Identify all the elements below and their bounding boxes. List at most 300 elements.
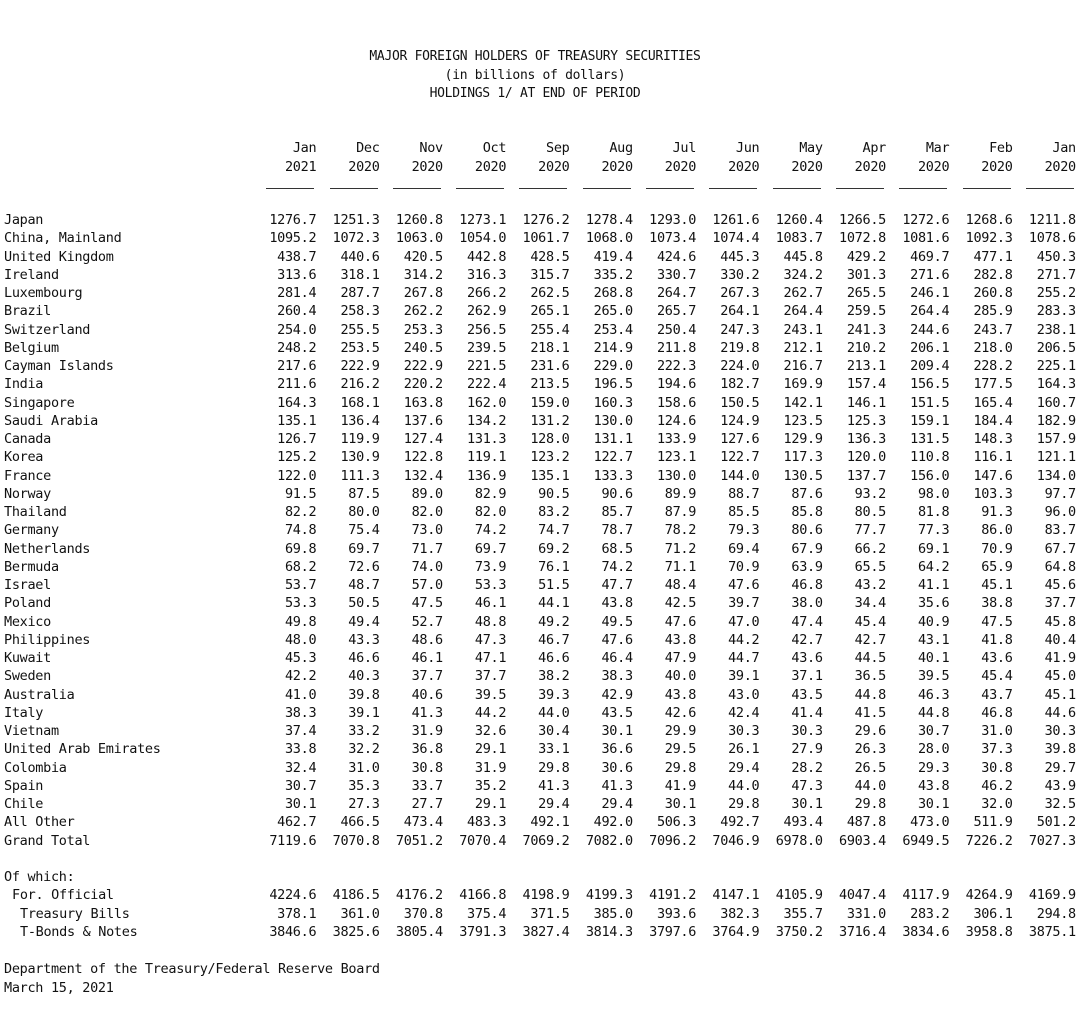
table-row: [0, 521, 1080, 539]
cell-value: 47.6: [664, 613, 697, 630]
column-header: [696, 139, 759, 189]
cell-value: 29.9: [664, 723, 697, 739]
cell-value: 38.3: [284, 704, 317, 721]
cell-value: 39.8: [1044, 741, 1076, 758]
cell-value: 30.1: [917, 796, 950, 812]
cell-value: 48.7: [348, 577, 380, 593]
row-label: United Arab Emirates: [4, 741, 161, 758]
cell-value: 1273.1: [459, 212, 507, 228]
cell-value: 41.0: [284, 686, 317, 703]
cell-value: 7119.6: [269, 832, 317, 849]
cell-value: 43.0: [728, 686, 760, 703]
cell-value: 355.7: [783, 905, 823, 922]
cell-value: 41.9: [664, 777, 697, 794]
cell-value: 129.9: [783, 431, 823, 447]
cell-value: 65.9: [981, 558, 1013, 575]
cell-value: 47.5: [981, 613, 1013, 630]
cell-value: 6978.0: [775, 832, 823, 849]
row-label: Switzerland: [4, 321, 91, 338]
cell-value: 222.9: [340, 358, 380, 374]
cell-value: 477.1: [973, 248, 1013, 265]
cell-value: 256.5: [467, 321, 507, 338]
cell-value: 74.2: [474, 522, 507, 539]
column-header-year: 2020: [538, 158, 570, 175]
cell-value: 31.0: [348, 759, 380, 776]
cell-value: 49.2: [538, 613, 570, 630]
cell-value: 264.4: [783, 303, 823, 320]
table-row: [0, 467, 1080, 485]
cell-value: 116.1: [973, 449, 1013, 466]
cell-value: 262.7: [783, 285, 823, 301]
cell-value: 151.5: [910, 394, 950, 411]
cell-value: 4224.6: [269, 887, 317, 904]
cell-value: 4198.9: [522, 887, 570, 904]
cell-value: 29.8: [664, 759, 697, 776]
column-header-underline: [393, 188, 441, 189]
cell-value: 26.3: [854, 741, 886, 758]
table-row: [0, 777, 1080, 795]
cell-value: 1083.7: [775, 230, 823, 247]
cell-value: 3825.6: [332, 923, 380, 940]
cell-value: 71.7: [411, 540, 443, 557]
cell-value: 44.8: [917, 704, 950, 721]
cell-value: 49.5: [601, 613, 633, 630]
table-row: [0, 558, 1080, 576]
cell-value: 147.6: [973, 467, 1013, 484]
cell-value: 385.0: [593, 905, 633, 922]
cell-value: 1068.0: [585, 230, 633, 247]
table-row: [0, 503, 1080, 521]
cell-value: 314.2: [403, 266, 443, 283]
cell-value: 41.8: [981, 631, 1013, 648]
cell-value: 40.6: [411, 686, 443, 703]
cell-value: 130.5: [783, 467, 823, 484]
cell-value: 63.9: [791, 558, 823, 575]
row-label: Bermuda: [4, 558, 59, 575]
cell-value: 46.2: [981, 777, 1013, 794]
cell-value: 136.4: [340, 412, 380, 429]
cell-value: 43.5: [601, 704, 633, 721]
cell-value: 73.9: [474, 558, 507, 575]
cell-value: 37.4: [284, 723, 317, 739]
of-which-label: Of which:: [4, 869, 75, 885]
cell-value: 1261.6: [712, 212, 760, 228]
row-label: United Kingdom: [4, 248, 114, 265]
column-header-underline: [456, 188, 504, 189]
cell-value: 79.3: [728, 522, 760, 539]
cell-value: 39.7: [728, 595, 760, 612]
cell-value: 1260.8: [395, 212, 443, 228]
cell-value: 32.6: [474, 723, 507, 739]
cell-value: 41.3: [601, 777, 633, 794]
column-header-month: Jan: [1052, 140, 1076, 156]
cell-value: 43.9: [1044, 777, 1076, 794]
cell-value: 83.7: [1044, 522, 1076, 539]
cell-value: 1073.4: [649, 230, 697, 247]
cell-value: 247.3: [720, 321, 760, 338]
cell-value: 164.3: [1036, 376, 1076, 393]
column-header: [759, 139, 822, 189]
cell-value: 29.5: [664, 741, 697, 758]
cell-value: 1260.4: [775, 212, 823, 228]
cell-value: 1276.2: [522, 212, 570, 228]
cell-value: 30.1: [664, 796, 697, 812]
cell-value: 168.1: [340, 394, 380, 411]
cell-value: 29.7: [1044, 759, 1076, 776]
cell-value: 1266.5: [839, 212, 886, 228]
cell-value: 131.1: [593, 431, 633, 447]
cell-value: 134.0: [1036, 467, 1076, 484]
cell-value: 29.6: [854, 723, 886, 739]
cell-value: 228.2: [973, 358, 1013, 374]
cell-value: 268.8: [593, 285, 633, 301]
cell-value: 49.4: [348, 613, 380, 630]
cell-value: 214.9: [593, 339, 633, 356]
column-header-underline: [836, 188, 884, 189]
table-row: [0, 759, 1080, 777]
cell-value: 36.6: [601, 741, 633, 758]
cell-value: 46.8: [981, 704, 1013, 721]
cell-value: 3827.4: [522, 923, 570, 940]
cell-value: 255.5: [340, 321, 380, 338]
cell-value: 31.0: [981, 723, 1013, 739]
column-header-month: Jun: [735, 140, 760, 156]
cell-value: 33.8: [284, 741, 317, 758]
cell-value: 265.0: [593, 303, 633, 320]
cell-value: 86.0: [981, 522, 1013, 539]
cell-value: 57.0: [411, 577, 443, 593]
column-header: [570, 139, 633, 189]
cell-value: 253.5: [340, 339, 380, 356]
cell-value: 127.4: [403, 431, 443, 447]
cell-value: 265.5: [846, 285, 886, 301]
column-header-underline: [266, 188, 314, 189]
cell-value: 103.3: [973, 485, 1013, 502]
cell-value: 37.7: [1044, 595, 1076, 612]
cell-value: 87.6: [791, 485, 823, 502]
cell-value: 29.4: [538, 796, 570, 812]
cell-value: 133.3: [593, 467, 633, 484]
column-header: [506, 139, 569, 189]
cell-value: 126.7: [277, 431, 317, 447]
report-subtitle-holdings: HOLDINGS 1/ AT END OF PERIOD: [429, 86, 641, 101]
cell-value: 52.7: [411, 613, 443, 630]
table-row: [0, 284, 1080, 302]
cell-value: 315.7: [530, 266, 570, 283]
cell-value: 33.1: [538, 741, 570, 758]
cell-value: 45.4: [981, 668, 1013, 685]
cell-value: 128.0: [530, 431, 570, 447]
cell-value: 271.6: [910, 266, 950, 283]
cell-value: 26.5: [854, 759, 886, 776]
cell-value: 4105.9: [775, 887, 823, 904]
cell-value: 3958.8: [965, 923, 1013, 940]
cell-value: 1095.2: [269, 230, 317, 247]
table-row: [0, 394, 1080, 412]
cell-value: 39.1: [348, 704, 380, 721]
row-label: China, Mainland: [4, 230, 122, 247]
row-label: India: [4, 376, 44, 393]
cell-value: 87.5: [348, 485, 380, 502]
cell-value: 40.4: [1044, 631, 1076, 648]
cell-value: 134.2: [467, 412, 507, 429]
cell-value: 37.3: [981, 741, 1013, 758]
cell-value: 3764.9: [712, 923, 760, 940]
cell-value: 119.9: [340, 431, 380, 447]
cell-value: 42.4: [728, 704, 760, 721]
cell-value: 144.0: [720, 467, 760, 484]
cell-value: 501.2: [1036, 814, 1076, 831]
cell-value: 29.8: [538, 759, 570, 776]
cell-value: 1074.4: [712, 230, 760, 247]
cell-value: 41.5: [854, 704, 886, 721]
cell-value: 65.5: [854, 558, 886, 575]
column-header: [949, 139, 1012, 189]
cell-value: 492.0: [593, 814, 633, 831]
cell-value: 89.0: [411, 485, 443, 502]
cell-value: 157.9: [1036, 431, 1076, 447]
column-header-year: 2020: [791, 158, 823, 175]
cell-value: 267.3: [720, 285, 760, 301]
cell-value: 30.4: [538, 723, 570, 739]
cell-value: 64.2: [917, 558, 950, 575]
cell-value: 330.2: [720, 266, 760, 283]
cell-value: 265.1: [530, 303, 570, 320]
column-header-underline: [899, 188, 947, 189]
column-header-month: Feb: [989, 140, 1013, 156]
column-header-underline: [1026, 188, 1074, 189]
cell-value: 80.0: [348, 504, 380, 520]
cell-value: 38.3: [601, 668, 633, 685]
cell-value: 7027.3: [1028, 832, 1076, 849]
cell-value: 85.8: [791, 504, 823, 520]
cell-value: 81.8: [917, 504, 950, 520]
cell-value: 82.2: [284, 504, 317, 520]
cell-value: 47.9: [664, 650, 697, 666]
cell-value: 1251.3: [332, 212, 380, 228]
column-header-underline: [963, 188, 1011, 189]
cell-value: 44.2: [474, 704, 507, 721]
footer: [4, 960, 380, 997]
cell-value: 45.1: [981, 577, 1013, 593]
row-label: Norway: [4, 485, 51, 502]
cell-value: 150.5: [720, 394, 760, 411]
cell-value: 30.8: [981, 759, 1013, 776]
table-row: [0, 448, 1080, 466]
cell-value: 43.6: [791, 650, 823, 666]
cell-value: 132.4: [403, 467, 443, 484]
cell-value: 3791.3: [459, 923, 507, 940]
spacer: [0, 850, 1080, 868]
cell-value: 3846.6: [269, 923, 317, 940]
cell-value: 45.8: [1044, 613, 1076, 630]
cell-value: 37.1: [791, 668, 823, 685]
column-header-month: Apr: [862, 140, 886, 156]
row-label: Spain: [4, 777, 44, 794]
cell-value: 393.6: [656, 905, 697, 922]
cell-value: 43.3: [348, 631, 380, 648]
column-header-year: 2020: [411, 158, 443, 175]
cell-value: 253.3: [403, 321, 443, 338]
cell-value: 483.3: [467, 814, 507, 831]
cell-value: 30.1: [791, 796, 823, 812]
cell-value: 36.8: [411, 741, 443, 758]
cell-value: 111.3: [340, 467, 380, 484]
table-row: [0, 594, 1080, 612]
column-header-month: Oct: [482, 140, 507, 156]
cell-value: 4186.5: [332, 887, 380, 904]
cell-value: 1272.6: [902, 212, 950, 228]
column-header-underline: [646, 188, 694, 189]
cell-value: 445.8: [783, 248, 823, 265]
cell-value: 219.8: [720, 339, 760, 356]
cell-value: 45.1: [1044, 686, 1076, 703]
cell-value: 157.4: [846, 376, 886, 393]
cell-value: 98.0: [917, 485, 950, 502]
cell-value: 169.9: [783, 376, 823, 393]
cell-value: 287.7: [340, 285, 380, 301]
cell-value: 271.7: [1036, 266, 1076, 283]
cell-value: 382.3: [720, 905, 760, 922]
cell-value: 142.1: [783, 394, 823, 411]
cell-value: 428.5: [530, 248, 570, 265]
table-row: [0, 631, 1080, 649]
cell-value: 42.5: [664, 595, 697, 612]
column-header-month: May: [799, 140, 823, 156]
report-title-block: [0, 48, 1070, 104]
cell-value: 246.1: [910, 285, 950, 301]
table-row: [0, 430, 1080, 448]
cell-value: 7069.2: [522, 832, 570, 849]
cell-value: 206.5: [1036, 339, 1076, 356]
column-header-year: 2020: [917, 158, 950, 175]
cell-value: 44.5: [854, 650, 886, 666]
row-label: Colombia: [4, 759, 67, 776]
cell-value: 6903.4: [839, 832, 886, 849]
cell-value: 283.3: [1036, 303, 1076, 320]
cell-value: 110.8: [910, 449, 950, 466]
row-label: Vietnam: [4, 723, 59, 739]
cell-value: 96.0: [1044, 504, 1076, 520]
cell-value: 91.5: [284, 485, 317, 502]
row-label: T-Bonds & Notes: [20, 923, 138, 940]
cell-value: 146.1: [846, 394, 886, 411]
cell-value: 38.8: [981, 595, 1013, 612]
cell-value: 123.2: [530, 449, 570, 466]
cell-value: 29.1: [474, 796, 507, 812]
cell-value: 30.8: [411, 759, 443, 776]
cell-value: 224.0: [720, 358, 760, 374]
cell-value: 42.9: [601, 686, 633, 703]
cell-value: 82.0: [411, 504, 443, 520]
footer-source: Department of the Treasury/Federal Reserve Board: [4, 961, 380, 977]
cell-value: 27.7: [411, 796, 443, 812]
cell-value: 37.7: [411, 668, 443, 685]
column-header-year: 2020: [474, 158, 507, 175]
cell-value: 30.1: [601, 723, 633, 739]
cell-value: 255.4: [530, 321, 570, 338]
cell-value: 43.8: [601, 595, 633, 612]
cell-value: 511.9: [973, 814, 1013, 831]
cell-value: 164.3: [277, 394, 317, 411]
row-label: Thailand: [4, 504, 67, 520]
cell-value: 44.7: [728, 650, 760, 666]
cell-value: 3805.4: [395, 923, 443, 940]
cell-value: 44.1: [538, 595, 570, 612]
cell-value: 243.1: [783, 321, 823, 338]
cell-value: 40.0: [664, 668, 697, 685]
cell-value: 264.4: [910, 303, 950, 320]
cell-value: 218.0: [973, 339, 1013, 356]
table-row: [0, 375, 1080, 393]
cell-value: 80.6: [791, 522, 823, 539]
cell-value: 148.3: [973, 431, 1013, 447]
cell-value: 282.8: [973, 266, 1013, 283]
cell-value: 87.9: [664, 504, 697, 520]
cell-value: 135.1: [530, 467, 570, 484]
cell-value: 30.3: [728, 723, 760, 739]
cell-value: 90.6: [601, 485, 633, 502]
cell-value: 1268.6: [965, 212, 1013, 228]
cell-value: 220.2: [403, 376, 443, 393]
cell-value: 1092.3: [965, 230, 1013, 247]
cell-value: 281.4: [277, 285, 317, 301]
cell-value: 85.7: [601, 504, 633, 520]
cell-value: 53.3: [284, 595, 317, 612]
cell-value: 45.4: [854, 613, 886, 630]
cell-value: 473.4: [403, 814, 443, 831]
cell-value: 123.1: [656, 449, 697, 466]
cell-value: 39.1: [728, 668, 760, 685]
cell-value: 33.2: [348, 723, 380, 739]
cell-value: 1072.3: [332, 230, 380, 247]
cell-value: 46.3: [917, 686, 950, 703]
row-label: Sweden: [4, 668, 51, 685]
column-header-year: 2020: [348, 158, 380, 175]
cell-value: 3750.2: [775, 923, 823, 940]
cell-value: 493.4: [783, 814, 823, 831]
cell-value: 330.7: [656, 266, 697, 283]
cell-value: 196.5: [593, 376, 633, 393]
cell-value: 158.6: [656, 394, 697, 411]
cell-value: 45.0: [1044, 668, 1076, 685]
table-row: [0, 229, 1080, 247]
column-header-underline: [583, 188, 631, 189]
cell-value: 122.7: [593, 449, 633, 466]
cell-value: 44.0: [728, 777, 760, 794]
row-label: Brazil: [4, 303, 51, 320]
table-row: [0, 740, 1080, 758]
cell-value: 506.3: [656, 814, 697, 831]
cell-value: 3834.6: [902, 923, 950, 940]
cell-value: 492.1: [530, 814, 570, 831]
row-label: Luxembourg: [4, 285, 83, 301]
cell-value: 238.1: [1036, 321, 1076, 338]
cell-value: 267.8: [403, 285, 443, 301]
row-label: Canada: [4, 431, 51, 447]
cell-value: 4047.4: [839, 887, 886, 904]
cell-value: 222.4: [467, 376, 507, 393]
cell-value: 492.7: [720, 814, 760, 831]
cell-value: 335.2: [593, 266, 633, 283]
table-row: [0, 357, 1080, 375]
cell-value: 85.5: [728, 504, 760, 520]
cell-value: 301.3: [846, 266, 886, 283]
cell-value: 294.8: [1036, 905, 1076, 922]
row-label: Germany: [4, 522, 59, 539]
cell-value: 1061.7: [522, 230, 570, 247]
row-label: Italy: [4, 704, 44, 721]
